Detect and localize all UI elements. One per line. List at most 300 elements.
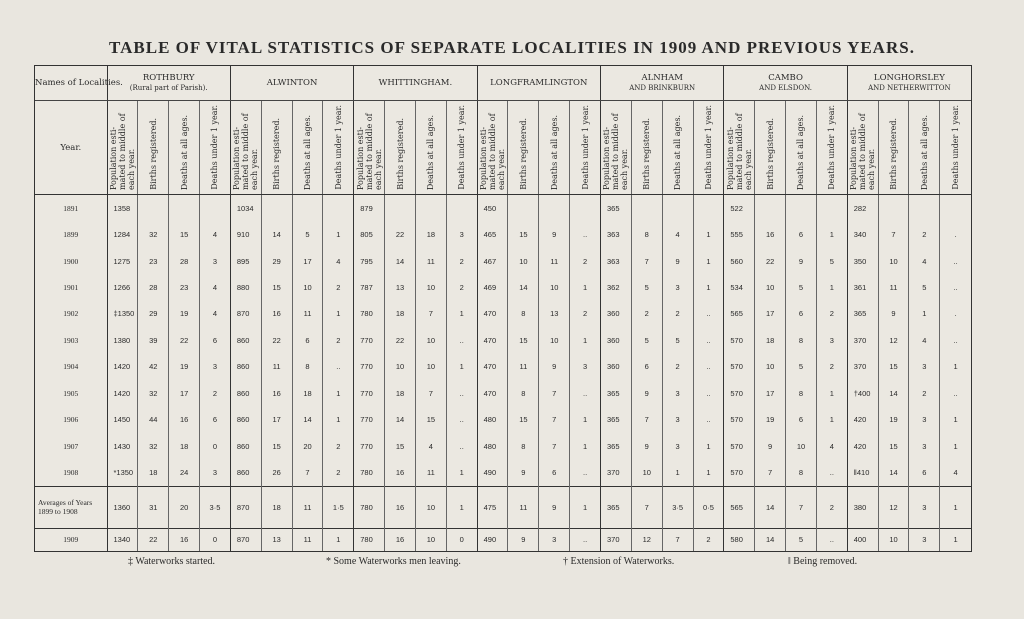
locality-header-5 [724, 66, 847, 101]
table-cell: 360 [601, 327, 632, 353]
deaths-under-1-header [693, 101, 724, 195]
footnote-extension-waterworks: † Extension of Waterworks. [563, 556, 675, 567]
table-cell: 10 [415, 274, 446, 300]
table-cell: 1430 [107, 433, 138, 459]
deaths-under-1-header [816, 101, 847, 195]
table-cell: 32 [138, 433, 169, 459]
births-header [385, 101, 416, 195]
year-cell: 1904 [63, 362, 79, 372]
table-cell: 470 [477, 354, 508, 380]
table-cell: 365 [601, 380, 632, 406]
table-cell: 18 [169, 433, 200, 459]
table-cell: 7 [415, 380, 446, 406]
table-cell: 16 [261, 301, 292, 327]
table-cell: 5 [786, 274, 817, 300]
table-row [35, 354, 971, 380]
table-cell: 3 [200, 248, 231, 274]
table-cell: 8 [786, 327, 817, 353]
table-cell: 31 [138, 486, 169, 528]
column-label: Deaths under 1 year. [580, 105, 590, 190]
table-cell: 2 [200, 380, 231, 406]
table-cell: 2 [631, 301, 662, 327]
table-cell: 3 [200, 354, 231, 380]
year-cell: 1909 [35, 528, 107, 551]
table-cell: 365 [601, 195, 632, 222]
table-cell: 0·5 [693, 486, 724, 528]
table-cell: .. [693, 354, 724, 380]
table-cell: 3 [200, 459, 231, 486]
table-cell: 5 [786, 354, 817, 380]
table-cell: 860 [230, 407, 261, 433]
table-cell: 7 [631, 486, 662, 528]
table-cell: 870 [230, 528, 261, 551]
table-cell: 787 [354, 274, 385, 300]
table-cell: 560 [724, 248, 755, 274]
table-cell: 3 [570, 354, 601, 380]
table-cell: 3 [909, 433, 940, 459]
table-cell: 10 [755, 354, 786, 380]
table-cell: 860 [230, 433, 261, 459]
table-cell: 7 [631, 407, 662, 433]
locality-name: ALNHAM [641, 73, 683, 83]
population-header [477, 101, 508, 195]
table-cell [508, 195, 539, 222]
vital-statistics-table [35, 66, 971, 551]
table-cell: 3·5 [662, 486, 693, 528]
population-header [847, 101, 878, 195]
table-cell: 22 [261, 327, 292, 353]
year-cell: 1903 [63, 335, 79, 345]
table-cell: 1 [446, 354, 477, 380]
column-label: Population esti- mated to middle of each year. [355, 113, 383, 190]
table-row [35, 274, 971, 300]
table-cell: 570 [724, 433, 755, 459]
table-cell: 7 [292, 459, 323, 486]
table-cell: 7 [755, 459, 786, 486]
table-cell: 805 [354, 221, 385, 247]
table-cell: 18 [385, 380, 416, 406]
table-cell: 28 [169, 248, 200, 274]
table-cell [662, 195, 693, 222]
column-label: Deaths at all ages. [673, 114, 683, 190]
table-cell: 2 [323, 274, 354, 300]
population-header [230, 101, 261, 195]
table-cell: 6 [631, 354, 662, 380]
table-cell: .. [446, 433, 477, 459]
table-cell: 9 [539, 486, 570, 528]
table-cell: 12 [878, 327, 909, 353]
table-cell: 1358 [107, 195, 138, 222]
table-cell: 470 [477, 380, 508, 406]
table-cell: 1 [323, 301, 354, 327]
column-label: Births registered. [765, 118, 775, 190]
year-cell: 1907 [63, 441, 79, 451]
deaths-under-1-header [323, 101, 354, 195]
population-header [724, 101, 755, 195]
table-cell: 3·5 [200, 486, 231, 528]
table-cell: 350 [847, 248, 878, 274]
table-cell: 7 [878, 221, 909, 247]
table-cell: 6 [292, 327, 323, 353]
population-header [601, 101, 632, 195]
table-cell: 20 [169, 486, 200, 528]
table-cell: 370 [847, 327, 878, 353]
table-cell: 2 [570, 301, 601, 327]
table-cell: 2 [323, 433, 354, 459]
table-cell: 5 [292, 221, 323, 247]
table-cell: .. [446, 380, 477, 406]
table-cell: 2 [446, 248, 477, 274]
table-cell: 14 [385, 407, 416, 433]
locality-header-6 [847, 66, 971, 101]
locality-header-3 [477, 66, 600, 101]
table-cell: 10 [631, 459, 662, 486]
table-cell: 1 [570, 407, 601, 433]
table-cell: 11 [292, 528, 323, 551]
table-cell: 4 [816, 433, 847, 459]
table-cell: 780 [354, 459, 385, 486]
table-cell: 8 [786, 380, 817, 406]
table-cell: 5 [786, 528, 817, 551]
column-label: Deaths under 1 year. [827, 105, 837, 190]
table-cell: 15 [508, 327, 539, 353]
table-cell [415, 195, 446, 222]
table-cell: 470 [477, 327, 508, 353]
table-cell: 5 [631, 274, 662, 300]
table-cell: 17 [755, 380, 786, 406]
table-cell: 12 [878, 486, 909, 528]
column-label: Deaths at all ages. [549, 114, 559, 190]
table-cell: 10 [415, 327, 446, 353]
year-cell: 1902 [63, 309, 79, 319]
table-cell: 1 [446, 486, 477, 528]
table-cell: 4 [662, 221, 693, 247]
table-cell: 2 [693, 528, 724, 551]
table-cell: 1 [662, 459, 693, 486]
table-cell: 9 [755, 433, 786, 459]
table-cell: 365 [847, 301, 878, 327]
table-cell: 14 [261, 221, 292, 247]
column-label: Population esti- mated to middle of each year. [108, 113, 136, 190]
table-cell: 4 [415, 433, 446, 459]
table-cell: 9 [508, 528, 539, 551]
table-cell: 8 [292, 354, 323, 380]
footnote-being-removed: ‖ Being removed. [788, 556, 858, 567]
table-cell: 15 [878, 433, 909, 459]
table-cell: 13 [261, 528, 292, 551]
table-cell: 15 [385, 433, 416, 459]
column-label: Population esti- mated to middle of each year. [602, 113, 630, 190]
table-cell: 480 [477, 407, 508, 433]
table-cell: 3 [662, 274, 693, 300]
table-cell: 4 [909, 327, 940, 353]
table-cell: 32 [138, 380, 169, 406]
locality-name: LONGHORSLEY [873, 73, 945, 83]
table-cell: 16 [755, 221, 786, 247]
table-cell: 522 [724, 195, 755, 222]
table-cell: 12 [631, 528, 662, 551]
table-cell: 13 [539, 301, 570, 327]
table-cell: .. [693, 327, 724, 353]
table-cell: 860 [230, 327, 261, 353]
table-cell: 4 [940, 459, 971, 486]
locality-subtitle: AND NETHERWITTON [868, 84, 951, 92]
table-cell: 282 [847, 195, 878, 222]
table-cell: 570 [724, 354, 755, 380]
column-label: Deaths at all ages. [919, 114, 929, 190]
table-cell [138, 195, 169, 222]
table-cell: 1 [909, 301, 940, 327]
table-cell: *1350 [107, 459, 138, 486]
table-cell: 1 [940, 407, 971, 433]
table-cell: 365 [601, 486, 632, 528]
table-cell: 5 [662, 327, 693, 353]
table-cell: 400 [847, 528, 878, 551]
table-cell: 3 [662, 433, 693, 459]
table-body [35, 195, 971, 552]
births-header [261, 101, 292, 195]
year-cell: 1906 [63, 415, 79, 425]
deaths-all-ages-header [292, 101, 323, 195]
table-cell: 0 [446, 528, 477, 551]
column-label: Births registered. [518, 118, 528, 190]
table-cell: 11 [415, 459, 446, 486]
column-label: Births registered. [889, 118, 899, 190]
table-cell: 795 [354, 248, 385, 274]
table-cell: 10 [539, 327, 570, 353]
table-cell: 10 [755, 274, 786, 300]
table-cell: 15 [878, 354, 909, 380]
table-cell: 9 [539, 354, 570, 380]
table-cell: 361 [847, 274, 878, 300]
table-cell: 3 [909, 528, 940, 551]
column-label: Deaths under 1 year. [703, 105, 713, 190]
table-cell: 879 [354, 195, 385, 222]
table-cell: 570 [724, 327, 755, 353]
table-cell: 22 [755, 248, 786, 274]
locality-subtitle: AND ELSDON. [759, 84, 812, 92]
table-cell: 6 [539, 459, 570, 486]
table-cell: .. [940, 327, 971, 353]
table-cell: 16 [385, 528, 416, 551]
table-cell: 3 [662, 380, 693, 406]
table-cell: 8 [631, 221, 662, 247]
column-label: Population esti- mated to middle of each year. [725, 113, 753, 190]
table-cell: 14 [508, 274, 539, 300]
table-cell: 10 [786, 433, 817, 459]
table-cell: 16 [261, 380, 292, 406]
table-cell: 1 [816, 380, 847, 406]
table-cell: .. [323, 354, 354, 380]
locality-name: CAMBO [768, 73, 803, 83]
table-cell: 770 [354, 407, 385, 433]
table-cell: 420 [847, 407, 878, 433]
deaths-all-ages-header [169, 101, 200, 195]
table-cell: 490 [477, 528, 508, 551]
table-cell: 7 [786, 486, 817, 528]
table-cell: 18 [385, 301, 416, 327]
table-cell: 1 [940, 433, 971, 459]
table-cell: 14 [292, 407, 323, 433]
table-cell: .. [940, 274, 971, 300]
table-cell: 39 [138, 327, 169, 353]
table-cell: 1 [323, 380, 354, 406]
table-cell: 570 [724, 407, 755, 433]
table-row [35, 248, 971, 274]
table-cell: 2 [446, 274, 477, 300]
table-cell: 17 [261, 407, 292, 433]
population-header [354, 101, 385, 195]
table-cell: 11 [539, 248, 570, 274]
table-cell: 6 [786, 407, 817, 433]
table-cell: 0 [200, 528, 231, 551]
table-cell: 22 [385, 327, 416, 353]
table-cell: 10 [878, 528, 909, 551]
deaths-under-1-header [940, 101, 971, 195]
table-row [35, 380, 971, 406]
table-cell: 1 [816, 221, 847, 247]
year-header: Year. [35, 101, 107, 195]
table-cell: 14 [878, 380, 909, 406]
table-cell [755, 195, 786, 222]
locality-name: ALWINTON [266, 78, 318, 88]
table-cell: 370 [847, 354, 878, 380]
table-cell: 2 [662, 301, 693, 327]
table-cell: 860 [230, 380, 261, 406]
births-header [755, 101, 786, 195]
page-title: TABLE OF VITAL STATISTICS OF SEPARATE LOCALITIES IN 1909 AND PREVIOUS YEARS. [109, 38, 915, 57]
table-cell: 870 [230, 486, 261, 528]
year-cell: 1905 [63, 388, 79, 398]
table-cell: 1450 [107, 407, 138, 433]
locality-header-2 [354, 66, 477, 101]
table-cell: 1 [816, 407, 847, 433]
table-cell [693, 195, 724, 222]
table-cell: 1 [693, 221, 724, 247]
table-cell: .. [940, 380, 971, 406]
table-cell: 10 [292, 274, 323, 300]
table-cell: .. [816, 459, 847, 486]
table-cell [446, 195, 477, 222]
locality-header-row [35, 66, 971, 101]
table-cell: 780 [354, 301, 385, 327]
table-cell: 570 [724, 459, 755, 486]
table-cell: 780 [354, 528, 385, 551]
deaths-under-1-header [446, 101, 477, 195]
table-cell: 469 [477, 274, 508, 300]
table-cell: 9 [539, 221, 570, 247]
table-cell: 11 [292, 486, 323, 528]
table-cell: 44 [138, 407, 169, 433]
table-cell: .. [693, 380, 724, 406]
table-cell: 1·5 [323, 486, 354, 528]
table-cell [940, 195, 971, 222]
column-label: Births registered. [642, 118, 652, 190]
column-label: Births registered. [148, 118, 158, 190]
table-cell: 580 [724, 528, 755, 551]
table-cell: 475 [477, 486, 508, 528]
deaths-all-ages-header [415, 101, 446, 195]
table-cell: 11 [878, 274, 909, 300]
column-label: Deaths at all ages. [179, 114, 189, 190]
table-cell: 3 [909, 354, 940, 380]
table-cell: 17 [169, 380, 200, 406]
table-cell: 1 [570, 274, 601, 300]
table-cell: 29 [138, 301, 169, 327]
births-header [508, 101, 539, 195]
table-cell: 9 [878, 301, 909, 327]
table-cell: 1 [323, 221, 354, 247]
table-cell: 10 [415, 354, 446, 380]
table-cell: 10 [415, 528, 446, 551]
table-cell: 470 [477, 301, 508, 327]
table-cell: 18 [755, 327, 786, 353]
table-cell: 2 [909, 221, 940, 247]
table-cell: 2 [909, 380, 940, 406]
table-cell: 16 [385, 459, 416, 486]
table-cell: 23 [169, 274, 200, 300]
table-cell: 26 [261, 459, 292, 486]
table-cell: 0 [200, 433, 231, 459]
table-cell: 534 [724, 274, 755, 300]
table-cell: 1266 [107, 274, 138, 300]
table-cell [385, 195, 416, 222]
footnote-waterworks-men-leaving: * Some Waterworks men leaving. [326, 556, 461, 567]
table-cell: . [940, 301, 971, 327]
column-label: Deaths under 1 year. [333, 105, 343, 190]
table-cell: 32 [138, 221, 169, 247]
table-cell: 1 [816, 274, 847, 300]
table-cell: 2 [816, 486, 847, 528]
table-cell: 1420 [107, 354, 138, 380]
table-cell: 1420 [107, 380, 138, 406]
table-cell: 10 [415, 486, 446, 528]
column-label: Births registered. [272, 118, 282, 190]
averages-row [35, 486, 971, 528]
table-cell: 4 [200, 274, 231, 300]
column-label: Population esti- mated to middle of each year. [479, 113, 507, 190]
deaths-under-1-header [570, 101, 601, 195]
column-label: Births registered. [395, 118, 405, 190]
table-cell: 28 [138, 274, 169, 300]
table-cell: .. [570, 221, 601, 247]
locality-header-4 [601, 66, 724, 101]
table-cell: 6 [200, 327, 231, 353]
table-cell: 1 [323, 407, 354, 433]
table-cell: 570 [724, 380, 755, 406]
deaths-all-ages-header [909, 101, 940, 195]
table-cell: 3 [816, 327, 847, 353]
column-label: Deaths under 1 year. [951, 105, 961, 190]
table-cell: 5 [909, 274, 940, 300]
table-cell: 1 [693, 459, 724, 486]
table-cell [261, 195, 292, 222]
table-cell: .. [693, 407, 724, 433]
table-cell: 19 [878, 407, 909, 433]
table-cell: 9 [631, 380, 662, 406]
table-cell: 420 [847, 433, 878, 459]
table-cell: 22 [169, 327, 200, 353]
table-row [35, 433, 971, 459]
table-cell: 6 [786, 221, 817, 247]
table-cell: 467 [477, 248, 508, 274]
table-cell: 1 [446, 459, 477, 486]
table-cell: 10 [385, 354, 416, 380]
population-header [107, 101, 138, 195]
year-cell: 1908 [63, 468, 79, 478]
table-cell [570, 195, 601, 222]
table-cell: 23 [138, 248, 169, 274]
